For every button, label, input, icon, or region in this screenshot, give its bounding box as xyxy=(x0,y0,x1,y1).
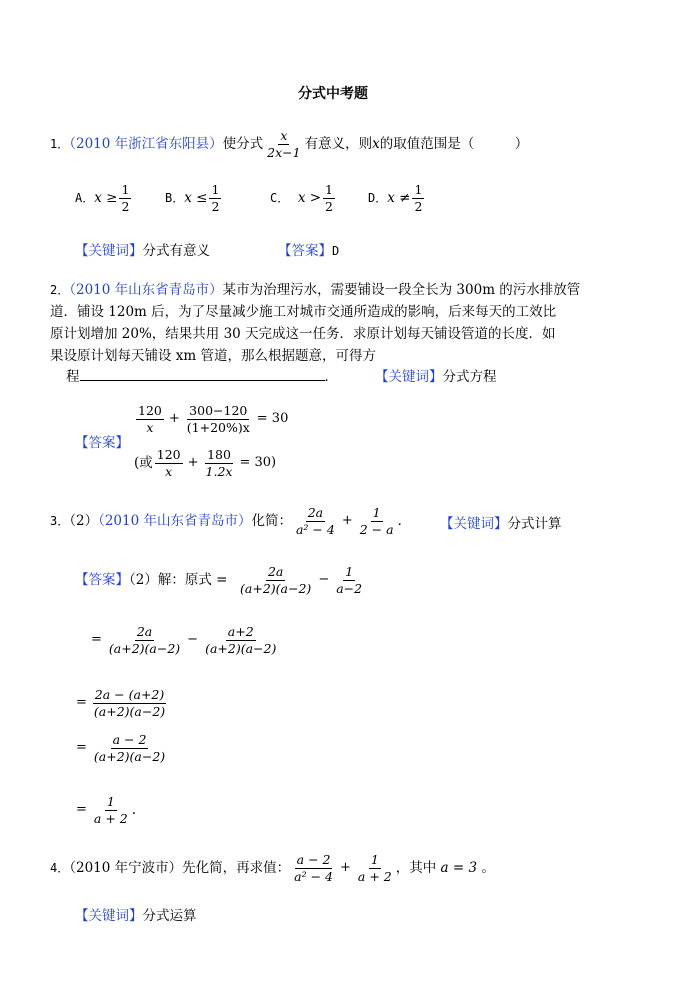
q3-solution-step-1: 【答案】（2）解：原式 = $\frac{2a}{(a+2)(a-2)}$ − $\frac{1}{a-2}$ xyxy=(75,564,363,596)
question-text: 的取值范围是（ ） xyxy=(379,135,529,152)
option-c: C． x > $\frac{1}{2}$ xyxy=(270,182,333,214)
q4-keyword-line xyxy=(75,905,197,927)
question-source: （2010 年浙江省东阳县） xyxy=(69,135,223,152)
option-a: A．x ≥ $\frac{1}{2}$ xyxy=(75,182,130,214)
question-number: 1． xyxy=(50,136,70,151)
q2-equation-2: (或 $\frac{120}{x}$ + $\frac{180}{1.2x}$ = 30) xyxy=(134,447,277,479)
question-number: 3． xyxy=(50,513,70,528)
question-text: 使分式 xyxy=(222,135,264,152)
option-b: B．x ≤ $\frac{1}{2}$ xyxy=(165,182,220,214)
q3-solution-step-3: = $\frac{2a - (a+2)}{(a+2)(a-2)}$ xyxy=(76,687,166,719)
q2-answer-label: 【答案】 xyxy=(75,435,129,451)
answer: D xyxy=(332,244,340,258)
fraction: $\frac{x}{2x-1}$ xyxy=(267,128,301,160)
question-2-line-3: 原计划增加 20%，结果共用 30 天完成这一任务．求原计划每天铺设管道的长度．如 xyxy=(50,326,556,342)
question-2-line-4: 果设原计划每天铺设 xm 管道，那么根据题意，可得方 xyxy=(50,348,376,364)
question-3: 3．（2）（2010 年山东省青岛市）化简： $\frac{2a}{\text{a² − 4}}$ + $\frac{1}{2 - a}$ ． xyxy=(50,505,412,537)
question-2-line-1: 2．（2010 年山东省青岛市）某市为治理污水，需要铺设一段全长为 300m 的污水排放管 xyxy=(50,282,581,298)
keyword-label: 【关键词】 xyxy=(375,369,443,385)
q1-answer-line xyxy=(278,240,339,262)
question-1 xyxy=(50,129,528,160)
option-d: D．x ≠ $\frac{1}{2}$ xyxy=(368,182,423,214)
q2-equation-1: $\frac{120}{x}$ + $\frac{300-120}{(1+20\%)x}$ = 30 xyxy=(138,403,289,435)
q1-keyword-line xyxy=(75,240,210,262)
keyword: 分式方程 xyxy=(442,369,497,385)
q3-solution-step-4: = $\frac{a - 2}{(a+2)(a-2)}$ xyxy=(76,732,166,764)
q3-solution-step-2: = $\frac{2a}{(a+2)(a-2)}$ − $\frac{a+2}{(a+2)(a-2)}$ xyxy=(91,624,277,656)
keyword-label: 【关键词】 xyxy=(440,516,508,532)
question-number: 4． xyxy=(50,860,70,875)
question-2-line-2: 道．铺设 120m 后，为了尽量减少施工对城市交通所造成的影响，后来每天的工效比 xyxy=(50,304,557,320)
keyword: 分式计算 xyxy=(507,516,562,532)
page-title: 分式中考题 xyxy=(298,86,368,102)
question-source: （2010 年宁波市） xyxy=(69,859,183,876)
question-4: 4．（2010 年宁波市）先化简，再求值： $\frac{a - 2}{\text{a² − 4}}$ + $\frac{1}{a + 2}$ ，其中 a = 3 。 xyxy=(50,852,495,884)
question-text: 有意义，则 xyxy=(304,135,373,152)
q3-keyword-line xyxy=(440,513,562,535)
answer-blank[interactable] xyxy=(80,366,325,381)
keyword: 分式有意义 xyxy=(142,243,210,259)
q3-solution-step-5: = $\frac{1}{a + 2}$ . xyxy=(76,794,137,826)
q2-keyword-line xyxy=(375,366,497,388)
keyword-label: 【关键词】 xyxy=(75,908,143,924)
question-2-line-5: 程 ． xyxy=(66,366,338,388)
variable: x xyxy=(372,135,380,152)
answer-label: 【答案】 xyxy=(278,243,332,259)
question-source: （2010 年山东省青岛市） xyxy=(69,282,223,298)
question-number: 2． xyxy=(50,283,70,297)
question-source: （2010 年山东省青岛市） xyxy=(98,512,252,529)
keyword-label: 【关键词】 xyxy=(75,243,143,259)
keyword: 分式运算 xyxy=(142,908,197,924)
